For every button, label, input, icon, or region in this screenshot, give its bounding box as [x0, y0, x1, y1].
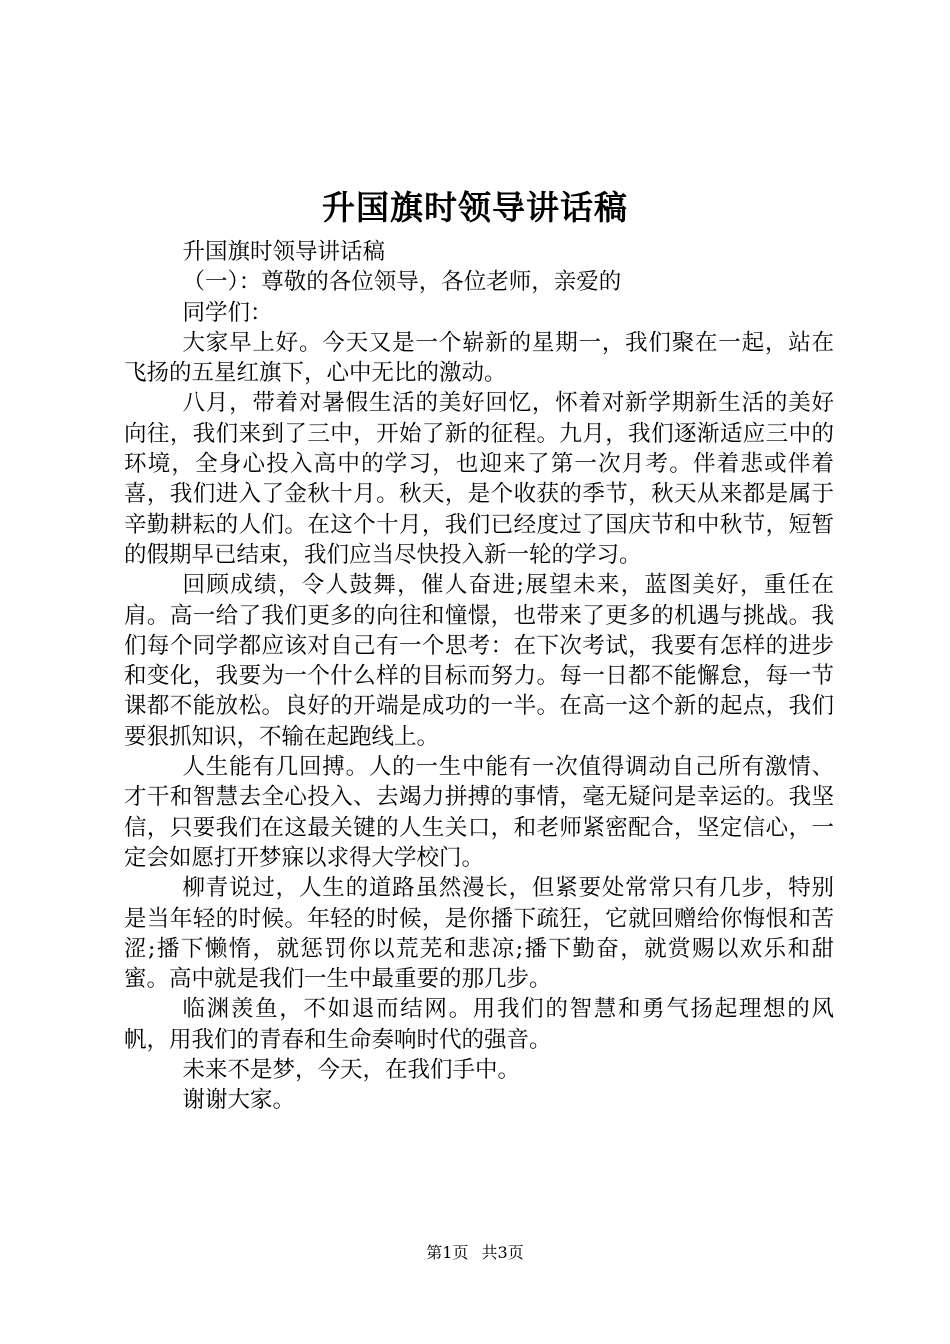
- document-body: [124, 237, 834, 1116]
- paragraph-subtitle: 升国旗时领导讲话稿: [182, 239, 386, 265]
- paragraph-future: 未来不是梦，今天，在我们手中。: [182, 1057, 521, 1084]
- paragraph-salutation: （一）：尊敬的各位领导，各位老师，亲爱的: [182, 269, 622, 296]
- paragraph-thanks: 谢谢大家。: [182, 1087, 296, 1114]
- page-footer: [0, 1240, 950, 1266]
- page-number: 第1页: [426, 1243, 469, 1262]
- paragraph-august: 八月，带着对暑假生活的美好回忆，怀着对新学期新生活的美好向往，我们来到了三中，开始了新的征程。九月，我们逐渐适应三中的环境，全身心投入高中的学习，也迎来了第一次月考。伴着悲或伴着喜，我们进入了金秋十月。秋天，是个收获的季节，秋天从来都是属于辛勤耕耘的人们。在这个十月，我们已经度过了国庆节和中秋节，短暂的假期早已结束，我们应当尽快投入新一轮的学习。: [124, 390, 834, 568]
- paragraph-salutation-cont: 同学们：: [182, 299, 273, 326]
- page-total: 共3页: [481, 1243, 524, 1262]
- paragraph-liuqing: 柳青说过，人生的道路虽然漫长，但紧要处常常只有几步，特别是当年轻的时候。年轻的时候，是你播下疏狂，它就回赠给你悔恨和苦涩;播下懒惰，就惩罚你以荒芜和悲凉;播下勤奋，就赏赐以欢乐和甜蜜。高中就是我们一生中最重要的那几步。: [124, 875, 834, 993]
- document-title: 升国旗时领导讲话稿: [322, 188, 628, 227]
- paragraph-review: 回顾成绩，令人鼓舞，催人奋进;展望未来，蓝图美好，重任在肩。高一给了我们更多的向往和憧憬，也带来了更多的机遇与挑战。我们每个同学都应该对自己有一个思考：在下次考试，我要有怎样的进步和变化，我要为一个什么样的目标而努力。每一日都不能懈怠，每一节课都不能放松。良好的开端是成功的一半。在高一这个新的起点，我们要狠抓知识，不输在起跑线上。: [124, 572, 834, 750]
- paragraph-greeting: 大家早上好。今天又是一个崭新的星期一，我们聚在一起，站在飞扬的五星红旗下，心中无比的激动。: [124, 329, 834, 387]
- paragraph-life: 人生能有几回搏。人的一生中能有一次值得调动自己所有激情、才干和智慧去全心投入、去竭力拼搏的事情，毫无疑问是幸运的。我坚信，只要我们在这最关键的人生关口，和老师紧密配合，坚定信心，一定会如愿打开梦寐以求得大学校门。: [124, 754, 834, 871]
- paragraph-fishing: 临渊羡鱼，不如退而结网。用我们的智慧和勇气扬起理想的风帆，用我们的青春和生命奏响时代的强音。: [124, 996, 834, 1053]
